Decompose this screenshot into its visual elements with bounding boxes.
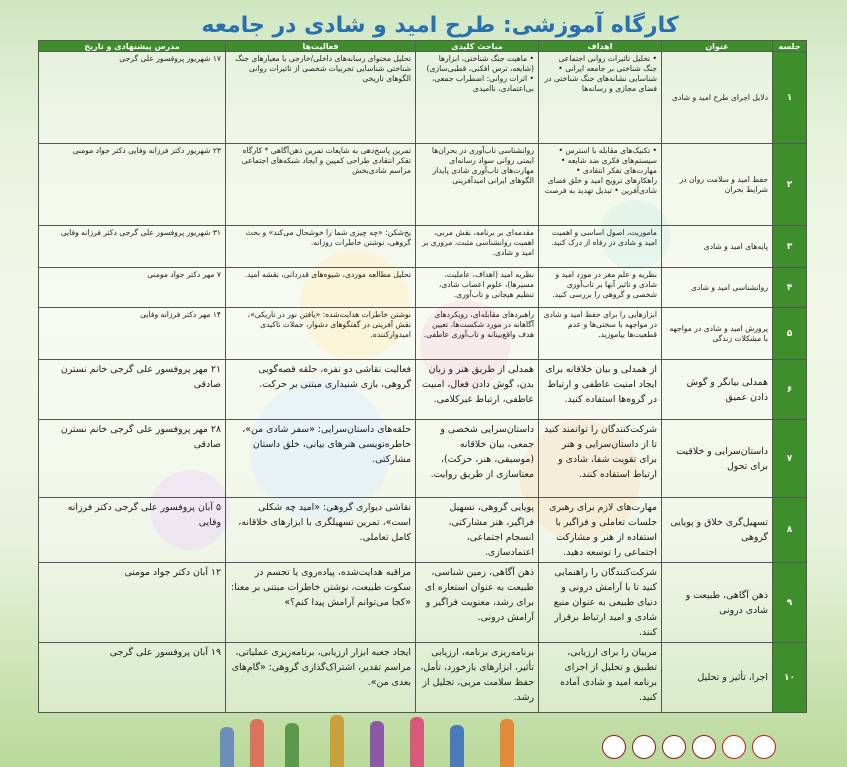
child-figure <box>450 725 464 767</box>
session-number: ۲ <box>773 144 807 226</box>
session-key-topics: برنامه‌ریزی برنامه، ارزیابی تأثیر، ابزارهای بازخورد، تأمل، حفظ سلامت مربی، تجلیل از رشد. <box>416 643 539 713</box>
session-teacher: ۷ مهر دکتر جواد مومنی <box>39 268 226 308</box>
session-activities: نقاشی دیواری گروهی: «امید چه شکلی است»، تمرین تسهیلگری با ابزارهای خلاقانه، کامل تعاملی. <box>226 498 416 563</box>
header-key-topics: مباحث کلیدی <box>416 41 539 52</box>
header-goals: اهداف <box>539 41 662 52</box>
session-number: ۸ <box>773 498 807 563</box>
session-topic: پایه‌های امید و شادی <box>662 226 773 268</box>
session-topic: پرورش امید و شادی در مواجهه با مشکلات زندگی <box>662 308 773 360</box>
child-figure <box>370 721 384 767</box>
session-number: ۴ <box>773 268 807 308</box>
session-number: ۱ <box>773 52 807 144</box>
session-goals: از همدلی و بیان خلاقانه برای ایجاد امنیت عاطفی و ارتباط در گروه‌ها استفاده کنید. <box>539 360 662 420</box>
header-session: جلسه <box>773 41 807 52</box>
child-figure <box>250 719 264 767</box>
red-crescent-logo-icon <box>752 735 776 759</box>
session-goals: مربیان را برای ارزیابی، تطبیق و تحلیل از اجرای برنامه امید و شادی آماده کنید. <box>539 643 662 713</box>
institution-logo-icon <box>692 735 716 759</box>
session-teacher: ۱۲ آبان دکتر جواد مومنی <box>39 563 226 643</box>
table-row <box>39 420 807 498</box>
red-crescent-logo-icon <box>722 735 746 759</box>
session-goals: ابزارهایی را برای حفظ امید و شادی در مواجهه با سختی‌ها و عدم قطعیت‌ها بیاموزید. <box>539 308 662 360</box>
session-key-topics: • ماهیت جنگ شناختی، ابزارها (شایعه، ترس افکنی، قطبی‌سازی) • اثرات روانی: اضطراب جمعی، بی‌اعتمادی، ناامیدی <box>416 52 539 144</box>
session-activities: یخ‌شکن: «چه چیزی شما را خوشحال می‌کند» و بحث گروهی، نوشتن خاطرات روزانه. <box>226 226 416 268</box>
header-teacher-date: مدرس پیشنهادی و تاریخ <box>39 41 226 52</box>
session-activities: نوشتن خاطرات هدایت‌شده: «یافتن نور در تاریکی»، نقش آفرینی در گفتگوهای دشوار، جملات تاکیدی امیدوارکننده. <box>226 308 416 360</box>
session-topic: اجرا، تأثیر و تحلیل <box>662 643 773 713</box>
session-key-topics: پویایی گروهی، تسهیل فراگیر، هنر مشارکتی، انسجام اجتماعی، اعتمادسازی. <box>416 498 539 563</box>
table-row <box>39 643 807 713</box>
session-number: ۱۰ <box>773 643 807 713</box>
session-goals: مهارت‌های لازم برای رهبری جلسات تعاملی و فراگیر با استفاده از هنر و مشارکت اجتماعی را توسعه دهید. <box>539 498 662 563</box>
session-goals: نظریه و علم مغز در مورد امید و شادی و تاثیر آنها بر تاب‌آوری شخصی و گروهی را بررسی کنید. <box>539 268 662 308</box>
session-activities: حلقه‌های داستان‌سرایی: «سفر شادی من»، خاطره‌نویسی هنرهای بیانی، خلق داستان مشارکتی. <box>226 420 416 498</box>
session-key-topics: همدلی از طریق هنر و زبان بدن، گوش دادن فعال، امنیت عاطفی، ارتباط غیرکلامی. <box>416 360 539 420</box>
session-key-topics: مقدمه‌ای بر برنامه، نقش مربی، اهمیت روانشناسی مثبت، مروری بر امید و شادی. <box>416 226 539 268</box>
session-key-topics: روانشناسی تاب‌آوری در بحران‌ها ایمنی روانی سواد رسانه‌ای مهارت‌های تاب‌آوری شادی پایدار الگوهای ایرانی امیدآفرینی <box>416 144 539 226</box>
session-teacher: ۱۴ مهر دکتر فرزانه وفایی <box>39 308 226 360</box>
session-teacher: ۲۸ مهر پروفسور علی گرجی خانم نسترن صادقی <box>39 420 226 498</box>
session-activities: فعالیت نقاشی دو نفره، حلقه قصه‌گویی گروهی، بازی شنیداری مبتنی بر حرکت. <box>226 360 416 420</box>
session-goals: • تحلیل تاثیرات روانی اجتماعی جنگ شناختی بر جامعه ایرانی • شناسایی نشانه‌های جنگ شناختی در فضای مجازی و رسانه‌ها <box>539 52 662 144</box>
session-activities: ایجاد جعبه ابزار ارزیابی، برنامه‌ریزی عملیاتی، مراسم تقدیر، اشتراک‌گذاری گروهی: «گام‌های بعدی من». <box>226 643 416 713</box>
table-row <box>39 226 807 268</box>
session-key-topics: ذهن آگاهی، زمین شناسی، طبیعت به عنوان استعاره ای برای رشد، معنویت فراگیر و آرامش درونی. <box>416 563 539 643</box>
footer-decoration <box>0 705 847 767</box>
session-number: ۵ <box>773 308 807 360</box>
session-teacher: ۵ آبان پروفسور علی گرجی دکتر فرزانه وفایی <box>39 498 226 563</box>
child-figure <box>220 727 234 767</box>
table-row <box>39 268 807 308</box>
table-row <box>39 308 807 360</box>
child-figure <box>410 717 424 767</box>
institution-logo-icon <box>632 735 656 759</box>
session-key-topics: راهبردهای مقابله‌ای، رویکردهای آگاهانه در مورد شکست‌ها، تعیین هدف واقع‌بینانه و تاب‌آوری عاطفی. <box>416 308 539 360</box>
page-title: کارگاه آموزشی: طرح امید و شادی در جامعه <box>201 13 679 38</box>
workshop-table <box>38 40 807 713</box>
table-row <box>39 563 807 643</box>
session-activities: مراقبه هدایت‌شده، پیاده‌روی یا تجسم در سکوت طبیعت، نوشتن خاطرات مبتنی بر معنا: «کجا می‌توانم آرامش پیدا کنم؟» <box>226 563 416 643</box>
table-header-row <box>39 41 807 52</box>
session-activities: تحلیل محتوای رسانه‌های داخلی/خارجی با معیارهای جنگ شناختی شناسایی تجربیات شخصی از تاثیرات روانی الگوهای تاریخی <box>226 52 416 144</box>
session-topic: حفظ امید و سلامت روان در شرایط بحران <box>662 144 773 226</box>
session-topic: تسهیل‌گری خلاق و پویایی گروهی <box>662 498 773 563</box>
session-activities: تمرین پاسخ‌دهی به شایعات تمرین ذهن‌آگاهی * کارگاه تفکر انتقادی طراحی کمپین و ایجاد شبکه‌های اجتماعی مراسم شادی‌بخش <box>226 144 416 226</box>
session-number: ۶ <box>773 360 807 420</box>
session-teacher: ۱۷ شهریور پروفسور علی گرجی <box>39 52 226 144</box>
header-activities: فعالیت‌ها <box>226 41 416 52</box>
child-figure <box>500 719 514 767</box>
child-figure <box>285 723 299 767</box>
session-number: ۷ <box>773 420 807 498</box>
table-row <box>39 52 807 144</box>
header-title: عنوان <box>662 41 773 52</box>
table-row <box>39 498 807 563</box>
session-goals: شرکت‌کنندگان را توانمند کنید تا از داستان‌سرایی و هنر برای تقویت شفا، شادی و ارتباط استفاده کنند. <box>539 420 662 498</box>
session-goals: • تکنیک‌های مقابله با استرس • سیستم‌های فکری ضد شایعه • مهارت‌های تفکر انتقادی • راهکارهای ترویج امید و خلق فضای شادی‌آفرین • تبدیل تهدید به فرصت <box>539 144 662 226</box>
session-teacher: ۲۳ شهریور دکتر فرزانه وفایی دکتر جواد مومنی <box>39 144 226 226</box>
institution-logo-icon <box>662 735 686 759</box>
session-key-topics: نظریه امید (اهداف، عاملیت، مسیرها)، علوم اعصاب شادی، تنظیم هیجانی و تاب‌آوری. <box>416 268 539 308</box>
table-row <box>39 144 807 226</box>
session-number: ۳ <box>773 226 807 268</box>
institution-logo-icon <box>602 735 626 759</box>
session-teacher: ۱۹ آبان پروفسور علی گرجی <box>39 643 226 713</box>
session-teacher: ۲۱ مهر پروفسور علی گرجی خانم نسترن صادقی <box>39 360 226 420</box>
session-topic: دلایل اجرای طرح امید و شادی <box>662 52 773 144</box>
session-goals: شرکت‌کنندگان را راهنمایی کنید تا با آرامش درونی و دنیای طبیعی به عنوان منبع شادی و امید ارتباط برقرار کنند. <box>539 563 662 643</box>
session-activities: تحلیل مطالعه موردی، شیوه‌های قدردانی، نقشه امید. <box>226 268 416 308</box>
session-key-topics: داستان‌سرایی شخصی و جمعی، بیان خلاقانه (موسیقی، هنر، حرکت)، معناسازی از طریق روایت. <box>416 420 539 498</box>
session-topic: همدلی بیانگر و گوش دادن عمیق <box>662 360 773 420</box>
session-topic: داستان‌سرایی و خلاقیت برای تحول <box>662 420 773 498</box>
child-figure <box>330 715 344 767</box>
session-topic: ذهن آگاهی، طبیعت و شادی درونی <box>662 563 773 643</box>
session-teacher: ۳۱ شهریور پروفسور علی گرجی دکتر فرزانه وفایی <box>39 226 226 268</box>
session-goals: ماموریت، اصول اساسی و اهمیت امید و شادی در رفاه از درک کنید. <box>539 226 662 268</box>
table-row <box>39 360 807 420</box>
session-number: ۹ <box>773 563 807 643</box>
session-topic: روانشناسی امید و شادی <box>662 268 773 308</box>
